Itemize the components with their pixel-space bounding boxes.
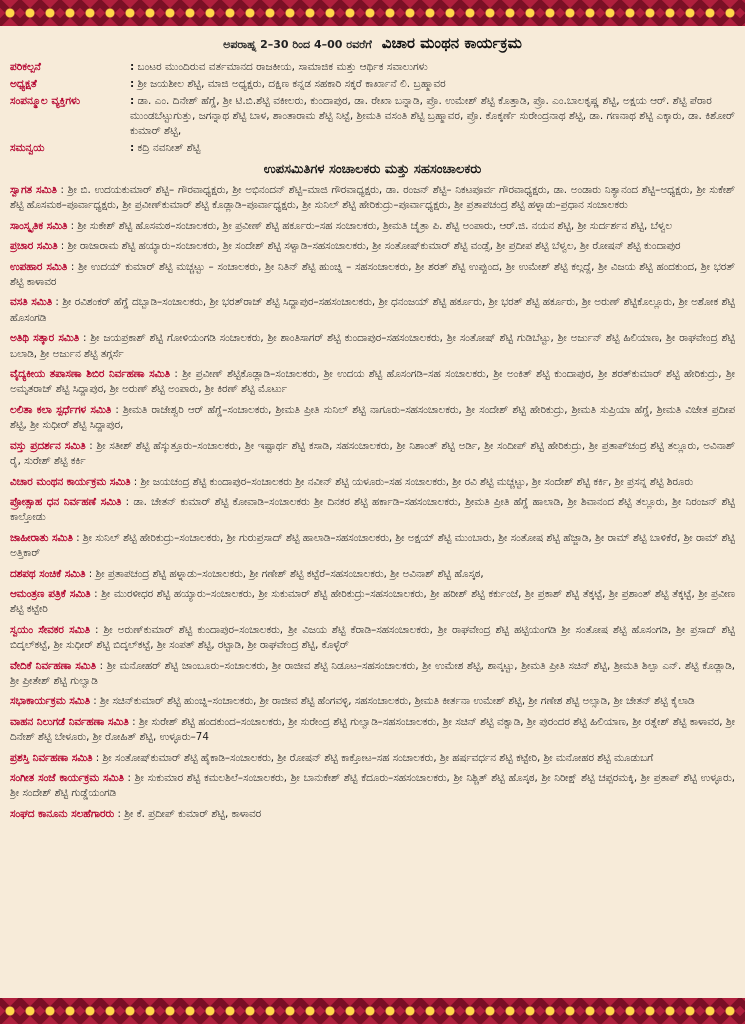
committee-separator: : bbox=[128, 715, 139, 728]
committee-separator: : bbox=[79, 332, 91, 345]
committee-name: ಜಾಹೀರಾತು ಸಮಿತಿ bbox=[10, 531, 73, 544]
committee-separator: : bbox=[111, 403, 123, 416]
bottom-decorative-border bbox=[0, 998, 745, 1024]
committee-list bbox=[10, 183, 735, 822]
committee-entry bbox=[10, 531, 735, 562]
committee-separator: : bbox=[72, 531, 83, 544]
committee-entry bbox=[10, 239, 735, 254]
committee-members: ಶ್ರೀ ಸುಕೇಶ್ ಶೆಟ್ಟಿ ಹೊಸಮಠ–ಸಂಚಾಲಕರು, ಶ್ರೀ ಪ್ರವೀಣ್ ಶೆಟ್ಟಿ ಹರ್ಕೂರು–ಸಹ ಸಂಚಾಲಕರು, ಶ್ರೀಮತಿ ಚೈತ್ರಾ ಪಿ. ಶೆಟ್ಟಿ ಅಂಪಾರು, ಆರ್.ಜಿ. ನಯನ ಶೆಟ್ಟಿ, ಶ್ರೀ ಸುರ್ದರ್ಶನ ಶೆಟ್ಟಿ, ಬೆಳ್ವಲ bbox=[77, 219, 673, 232]
committees-heading: ಉಪಸಮಿತಿಗಳ ಸಂಚಾಲಕರು ಮತ್ತು ಸಹಸಂಚಾಲಕರು bbox=[263, 162, 482, 177]
committee-name: ಲಲಿತಾ ಕಲಾ ಸ್ಪರ್ಧೆಗಳ ಸಮಿತಿ bbox=[10, 403, 112, 416]
program-header bbox=[10, 34, 735, 52]
detail-text: ಬಂಟರ ಮುಂದಿರುವ ವರ್ತಮಾನದ ರಾಜಕೀಯ, ಸಾಮಾಜಿಕ ಮತ್ತು ಆರ್ಥಿಕ ಸವಾಲುಗಳು bbox=[137, 61, 428, 73]
detail-value bbox=[130, 60, 735, 75]
detail-row bbox=[10, 141, 735, 156]
detail-value bbox=[130, 77, 735, 92]
committee-members: ಶ್ರೀ ಸತೀಶ್ ಶೆಟ್ಟಿ ಹೆಸ್ಕುತ್ತೂರು–ಸಂಚಾಲಕರು, ಶ್ರೀ ಇಷ್ಟಾರ್ಥ ಶೆಟ್ಟಿ ಕಸಾಡಿ, ಸಹಸಂಚಾಲಕರು, ಶ್ರೀ ನಿಶಾಂತ್ ಶೆಟ್ಟಿ ಅರ್ಡಿ, ಶ್ರೀ ಸಂದೀಪ್ ಶೆಟ್ಟಿ ಹೇರಿಕುದ್ರು, ಶ್ರೀ ಪ್ರತಾಪ್‌ಚಂದ್ರ ಶೆಟ್ಟಿ ತಲ್ಲೂರು, ಅವಿನಾಶ್ ರೈ, ಸುರೇಶ್ ಶೆಟ್ಟಿ ಕರ್ಕಿ bbox=[10, 439, 735, 468]
committee-members: ಶ್ರೀ ರಾಜಾರಾಮ ಶೆಟ್ಟಿ ಹಯ್ಯಾರು–ಸಂಚಾಲಕರು, ಶ್ರೀ ಸಂದೇಶ್ ಶೆಟ್ಟಿ ಸಳ್ವಾಡಿ–ಸಹಸಂಚಾಲಕರು, ಶ್ರೀ ಸಂತೋಷ್‌ಕುಮಾರ್ ಶೆಟ್ಟಿ ವಂಡ್ಸೆ, ಶ್ರೀ ಪ್ರದೀಪ ಶೆಟ್ಟಿ ಬೆಳ್ವಲ, ಶ್ರೀ ರೋಷನ್ ಶೆಟ್ಟಿ ಕುಂದಾಪುರ bbox=[67, 240, 681, 253]
committee-entry bbox=[10, 403, 735, 434]
committee-members: ಶ್ರೀ ಜಯಪ್ರಕಾಶ್ ಶೆಟ್ಟಿ ಗೋಳಿಯಂಗಡಿ ಸಂಚಾಲಕರು, ಶ್ರೀ ಶಾಂತಿಸಾಗರ್ ಶೆಟ್ಟಿ ಕುಂದಾಪುರ–ಸಹಸಂಚಾಲಕರು, ಶ್ರೀ ಸಂತೋಷ್ ಶೆಟ್ಟಿ ಗುಡಿಬೆಟ್ಟು, ಶ್ರೀ ಅರ್ಜುನ್ ಶೆಟ್ಟಿ ಹಿಲಿಯಾಣ, ಶ್ರೀ ರಾಘವೇಂದ್ರ ಶೆಟ್ಟಿ ಬಲಾಡಿ, ಶ್ರೀ ಅರ್ಜುನ ಶೆಟ್ಟಿ ತಗ್ಗರ್ಸೆ bbox=[10, 332, 735, 360]
committee-separator: : bbox=[92, 751, 103, 764]
program-time: ಅಪರಾಹ್ನ 2–30 ರಿಂದ 4–00 ರವರೆಗೆ bbox=[223, 38, 372, 51]
committee-separator: : bbox=[90, 587, 102, 600]
committee-name: ಪ್ರೋತ್ಸಾಹ ಧನ ನಿರ್ವಹಣೆ ಸಮಿತಿ bbox=[10, 495, 122, 508]
committee-members: ಶ್ರೀ ಮುರಳೀಧರ ಶೆಟ್ಟಿ ಹಯ್ಯಾರು–ಸಂಚಾಲಕರು, ಶ್ರೀ ಸುಕುಮಾರ್ ಶೆಟ್ಟಿ ಹೇರಿಕುದ್ರು–ಸಹಸಂಚಾಲಕರು, ಶ್ರೀ ಹರೀಶ್ ಶೆಟ್ಟಿ ಕರ್ಕುಂಜೆ, ಶ್ರೀ ಪ್ರಕಾಶ್ ಶೆಟ್ಟಿ ತೆಕ್ಕಟ್ಟೆ, ಶ್ರೀ ಪ್ರಶಾಂತ್ ಶೆಟ್ಟಿ ತೆಕ್ಕಟ್ಟೆ, ಶ್ರೀ ಪ್ರವೀಣ ಶೆಟ್ಟಿ ಕಟ್ಟೇರಿ bbox=[10, 587, 735, 616]
committee-entry bbox=[10, 260, 735, 291]
committee-entry bbox=[10, 623, 735, 654]
committee-name: ವಸತಿ ಸಮಿತಿ bbox=[10, 296, 53, 309]
committee-entry bbox=[10, 807, 735, 822]
committee-members: ಶ್ರೀ ಕೆ. ಪ್ರದೀಪ್ ಕುಮಾರ್ ಶೆಟ್ಟಿ, ಕಾಳಾವರ bbox=[124, 807, 262, 820]
committee-members: ಶ್ರೀ ಜಯಚಂದ್ರ ಶೆಟ್ಟಿ ಕುಂದಾಪುರ–ಸಂಚಾಲಕರು ಶ್ರೀ ನವೀನ್ ಶೆಟ್ಟಿ ಯಳೂರು–ಸಹ ಸಂಚಾಲಕರು, ಶ್ರೀ ರವಿ ಶೆಟ್ಟಿ ಮಚ್ಚಟ್ಟು, ಶ್ರೀ ಸಂದೇಶ್ ಶೆಟ್ಟಿ ಕರ್ಕಿ, ಶ್ರೀ ಪ್ರಸನ್ನ ಶೆಟ್ಟಿ ಶಿರೂರು bbox=[140, 475, 694, 488]
committee-entry bbox=[10, 495, 735, 526]
program-title: ವಿಚಾರ ಮಂಥನ ಕಾರ್ಯಕ್ರಮ bbox=[381, 34, 522, 52]
committee-name: ಸಾಂಸ್ಕೃತಿಕ ಸಮಿತಿ bbox=[10, 219, 68, 232]
committee-name: ಪ್ರಶಸ್ತಿ ನಿರ್ವಹಣಾ ಸಮಿತಿ bbox=[10, 751, 93, 764]
committee-members: ಡಾ. ಚೇತನ್ ಕುಮಾರ್ ಶೆಟ್ಟಿ ಕೋವಾಡಿ–ಸಂಚಾಲಕರು ಶ್ರೀ ದಿನಕರ ಶೆಟ್ಟಿ ಹರ್ಕಾಡಿ–ಸಹಸಂಚಾಲಕರು, ಶ್ರೀಮತಿ ಪ್ರೀತಿ ಹೆಗ್ಡೆ ಹಾಲಾಡಿ, ಶ್ರೀ ಶಿವಾನಂದ ಶೆಟ್ಟಿ ತಲ್ಲೂರು, ಶ್ರೀ ನಿರಂಜನ್ ಶೆಟ್ಟಿ ಕಾಲ್ತೋಡು bbox=[10, 495, 735, 524]
committee-separator: : bbox=[114, 807, 125, 820]
committee-separator: : bbox=[85, 439, 97, 452]
committee-members: ಶ್ರೀ ಉದಯ್ ಕುಮಾರ್ ಶೆಟ್ಟಿ ಮಚ್ಚಟ್ಟು – ಸಂಚಾಲಕರು, ಶ್ರೀ ನಿತಿನ್ ಶೆಟ್ಟಿ ಹುಂಚ್ನಿ – ಸಹಸಂಚಾಲಕರು, ಶ್ರೀ ಶರತ್ ಶೆಟ್ಟಿ ಉಪ್ಪುಂದ, ಶ್ರೀ ಉಮೇಶ್ ಶೆಟ್ಟಿ ಕಲ್ಗದ್ದೆ, ಶ್ರೀ ವಿಜಯ ಶೆಟ್ಟಿ ಹಂದಕುಂದ, ಶ್ರೀ ಭರತ್ ಶೆಟ್ಟಿ ಕಾಳಾವರ bbox=[10, 260, 735, 289]
committee-separator: : bbox=[89, 695, 100, 708]
detail-separator: : bbox=[130, 78, 135, 90]
committee-name: ವಸ್ತು ಪ್ರದರ್ಶನ ಸಮಿತಿ bbox=[10, 439, 86, 452]
detail-label: ಸಮನ್ವಯ bbox=[10, 142, 45, 154]
committee-entry bbox=[10, 475, 735, 490]
committee-name: ಸ್ವಯಂ ಸೇವಕರ ಸಮಿತಿ bbox=[10, 623, 90, 636]
committee-entry bbox=[10, 694, 735, 709]
committee-name: ಆಮಂತ್ರಣ ಪತ್ರಿಕೆ ಸಮಿತಿ bbox=[10, 587, 91, 600]
committee-members: ಶ್ರೀ ಪ್ರವೀಣ್ ಶೆಟ್ಟಿಕೊಡ್ಲಾಡಿ–ಸಂಚಾಲಕರು, ಶ್ರೀ ಉದಯ ಶೆಟ್ಟಿ ಹೊಸಂಗಡಿ–ಸಹ ಸಂಚಾಲಕರು, ಶ್ರೀ ಅಂಕಿತ್ ಶೆಟ್ಟಿ ಕುಂದಾಪುರ, ಶ್ರೀ ಶರತ್‌ಕುಮಾರ್ ಶೆಟ್ಟಿ ಹೇರಿಕುದ್ರು, ಶ್ರೀ ಅಮೃತರಾಜ್ ಶೆಟ್ಟಿ ಸಿದ್ದಾಪುರ, ಶ್ರೀ ಅರುಣ್ ಶೆಟ್ಟಿ ಅಂಪಾರು, ಶ್ರೀ ಕಿರಣ್ ಶೆಟ್ಟಿ ಮೊರ್ಟು bbox=[10, 368, 735, 396]
committee-name: ಸಂಗೀತ ಸಂಜೆ ಕಾರ್ಯಕ್ರಮ ಸಮಿತಿ bbox=[10, 772, 124, 784]
committee-members: ಶ್ರೀ ಅರುಣ್‌ಕುಮಾರ್ ಶೆಟ್ಟಿ ಕುಂದಾಪುರ–ಸಂಚಾಲಕರು, ಶ್ರೀ ವಿಜಯ ಶೆಟ್ಟಿ ಕೆರಾಡಿ–ಸಹಸಂಚಾಲಕರು, ಶ್ರೀ ರಾಘವೇಂದ್ರ ಶೆಟ್ಟಿ ಹಟ್ಟಿಯಂಗಡಿ ಶ್ರೀ ಸಂತೋಷ ಶೆಟ್ಟಿ ಹೊಸಂಗಡಿ, ಶ್ರೀ ಪ್ರಸಾದ್ ಶೆಟ್ಟಿ ಬಿದ್ಕಲ್‌ಕಟ್ಟೆ, ಶ್ರೀ ಸುಧೀರ್ ಶೆಟ್ಟಿ ಬಿದ್ಕಲ್‌ಕಟ್ಟೆ, ಶ್ರೀ ಸಂಪತ್ ಶೆಟ್ಟಿ, ರಟ್ಟಾಡಿ, ಶ್ರೀ ರಾಘವೇಂದ್ರ ಶೆಟ್ಟಿ, ಕೊಳ್ಳೆರ್ bbox=[10, 623, 735, 652]
top-decorative-border bbox=[0, 0, 745, 26]
detail-label: ಪರಿಕಲ್ಪನೆ bbox=[10, 61, 41, 73]
committee-name: ಪ್ರಚಾರ ಸಮಿತಿ bbox=[10, 240, 58, 253]
committee-entry bbox=[10, 295, 735, 326]
committee-name: ದಶಪಥ ಸಂಚಿಕೆ ಸಮಿತಿ bbox=[10, 567, 86, 580]
committee-separator: : bbox=[56, 184, 68, 196]
committee-members: ಶ್ರೀಮತಿ ರಾಜೇಶ್ವರಿ ಆರ್ ಹೆಗ್ಡೆ–ಸಂಚಾಲಕರು, ಶ್ರೀಮತಿ ಪ್ರೀತಿ ಸುನಿಲ್ ಶೆಟ್ಟಿ ನಾಗೂರು–ಸಹಸಂಚಾಲಕರು, ಶ್ರೀ ಸಂದೇಶ್ ಶೆಟ್ಟಿ ಹೇರಿಕುದ್ರು, ಶ್ರೀಮತಿ ಸುಪ್ರಿಯಾ ಹೆಗ್ಡೆ, ಶ್ರೀಮತಿ ವಿಜೇತ ಪ್ರದೀಪ ಶೆಟ್ಟಿ, ಶ್ರೀ ಸುಧೀರ್ ಶೆಟ್ಟಿ ಸಿದ್ದಾಪುರ, bbox=[10, 403, 735, 432]
committee-members: ಶ್ರೀ ಮನೋಹರ್ ಶೆಟ್ಟಿ ಜಾಂಬೂರು–ಸಂಚಾಲಕರು, ಶ್ರೀ ರಾಜೀವ ಶೆಟ್ಟಿ ನಿಡೂಟ–ಸಹಸಂಚಾಲಕರು, ಶ್ರೀ ಉಮೇಶ ಶೆಟ್ಟಿ, ಶಾನ್ಕಟ್ಟು, ಶ್ರೀಮತಿ ಪ್ರೀತಿ ಸಚಿನ್ ಶೆಟ್ಟಿ, ಶ್ರೀಮತಿ ಶಿಲ್ಪಾ ಎನ್. ಶೆಟ್ಟಿ ಕೊಡ್ಲಾಡಿ, ಶ್ರೀ ಪ್ರೀತೇಶ್ ಶೆಟ್ಟಿ ಗುಲ್ವಾಡಿ bbox=[10, 659, 735, 687]
detail-value bbox=[130, 94, 735, 139]
committee-separator: : bbox=[67, 219, 78, 232]
committee-name: ಸಭಾಕಾರ್ಯಕ್ರಮ ಸಮಿತಿ bbox=[10, 695, 90, 708]
detail-separator: : bbox=[130, 61, 135, 73]
detail-row bbox=[10, 60, 735, 75]
committee-entry bbox=[10, 439, 735, 470]
committee-entry bbox=[10, 715, 735, 746]
committee-members: ಶ್ರೀ ರವಿಶಂಕರ್ ಹೆಗ್ಡೆ ದಬ್ಬಾಡಿ–ಸಂಚಾಲಕರು, ಶ್ರೀ ಭರತ್‌ರಾಜ್ ಶೆಟ್ಟಿ ಸಿದ್ದಾಪುರ–ಸಹಸಂಚಾಲಕರು, ಶ್ರೀ ಧನಂಜಯ್ ಶೆಟ್ಟಿ ಹರ್ಕೂರು, ಶ್ರೀ ಭರತ್ ಶೆಟ್ಟಿ ಹರ್ಕೂರು, ಶ್ರೀ ಅರುಣ್ ಶೆಟ್ಟಿಕೊಲ್ಲೂರು, ಶ್ರೀ ಅಶೋಕ ಶೆಟ್ಟಿ ಹೊಸಂಗಡಿ bbox=[10, 296, 735, 324]
committee-name: ವಾಹನ ನಿಲುಗಡೆ ನಿರ್ವಹಣಾ ಸಮಿತಿ bbox=[10, 715, 129, 728]
committee-separator: : bbox=[52, 296, 63, 309]
committee-name: ವಿಚಾರ ಮಂಥನ ಕಾರ್ಯಕ್ರಮ ಸಮಿತಿ bbox=[10, 475, 131, 488]
committee-members: ಶ್ರೀ ಸಂತೋಷ್‌ಕುಮಾರ್ ಶೆಟ್ಟಿ ಹೈಕಾಡಿ–ಸಂಚಾಲಕರು, ಶ್ರೀ ರೋಷನ್ ಶೆಟ್ಟಿ ಕಾಕ್ತೋಟ–ಸಹ ಸಂಚಾಲಕರು, ಶ್ರೀ ಹರ್ಷವರ್ಧನ ಶೆಟ್ಟಿ ಕಟ್ಟೇರಿ, ಶ್ರೀ ಮನೋಹರ ಶೆಟ್ಟಿ ಮೂಡುಬಗೆ bbox=[102, 751, 654, 764]
committee-entry bbox=[10, 183, 735, 214]
committee-name: ಸ್ವಾಗತ ಸಮಿತಿ bbox=[10, 184, 57, 196]
committee-name: ವೇದಿಕೆ ನಿರ್ವಹಣಾ ಸಮಿತಿ bbox=[10, 659, 96, 672]
committee-entry bbox=[10, 659, 735, 690]
committee-entry bbox=[10, 331, 735, 362]
detail-label: ಸಂಪನ್ಮೂಲ ವ್ಯಕ್ತಿಗಳು bbox=[10, 95, 81, 107]
committee-separator: : bbox=[89, 623, 104, 636]
committee-entry bbox=[10, 219, 735, 234]
committee-name: ಉಪಹಾರ ಸಮಿತಿ bbox=[10, 260, 68, 273]
detail-separator: : bbox=[130, 142, 135, 154]
detail-value bbox=[130, 141, 735, 156]
committee-separator: : bbox=[95, 659, 107, 672]
committee-name: ಅತಿಥಿ ಸತ್ಕಾರ ಸಮಿತಿ bbox=[10, 332, 80, 345]
committee-members: ಶ್ರೀ ಸಚಿನ್‌ಕುಮಾರ್ ಶೆಟ್ಟಿ ಹುಂಚ್ನಿ–ಸಂಚಾಲಕರು, ಶ್ರೀ ರಾಜೀವ ಶೆಟ್ಟಿ ಹೆಂಗವಳ್ಳಿ, ಸಹಸಂಚಾಲಕರು, ಶ್ರೀಮತಿ ಕೀರ್ತನಾ ಉಮೇಶ್ ಶೆಟ್ಟಿ, ಶ್ರೀ ಗಣೇಶ ಶೆಟ್ಟಿ ಅಲ್ಸಾಡಿ, ಶ್ರೀ ಚೇತನ್ ಶೆಟ್ಟಿ ಕೈಲಾಡಿ bbox=[100, 695, 695, 708]
program-details bbox=[10, 60, 735, 156]
committee-entry bbox=[10, 567, 735, 582]
detail-label: ಅಧ್ಯಕ್ಷತೆ bbox=[10, 78, 37, 90]
committee-members: ಶ್ರೀ ಸುಕುಮಾರ ಶೆಟ್ಟಿ ಕಮಲಶಿಲೆ–ಸಂಚಾಲಕರು, ಶ್ರೀ ಬಾನುಕೇಶ್ ಶೆಟ್ಟಿ ಕೆದೂರು–ಸಹಸಂಚಾಲಕರು, ಶ್ರೀ ನಿಶ್ಚಿತ್ ಶೆಟ್ಟಿ ಹೊಸ್ಕಠ, ಶ್ರೀ ನಿರೀಕ್ಷ್ ಶೆಟ್ಟಿ ಚಪ್ಪರಮಕ್ಕಿ, ಶ್ರೀ ಪ್ರತಾಪ್ ಶೆಟ್ಟಿ ಉಳ್ಳೂರು, ಶ್ರೀ ಸಂದೇಶ್ ಶೆಟ್ಟಿ ಗುಡ್ಡೆಯಂಗಡಿ bbox=[10, 772, 735, 800]
detail-text: ಕದ್ರಿ ನವನೀತ್ ಶೆಟ್ಟಿ bbox=[137, 142, 201, 154]
committee-members: ಶ್ರೀ ಸುರೇಶ್ ಶೆಟ್ಟಿ ಹಂದಕುಂದ–ಸಂಚಾಲಕರು, ಶ್ರೀ ಸುರೇಂದ್ರ ಶೆಟ್ಟಿ ಗುಲ್ವಾಡಿ–ಸಹಸಂಚಾಲಕರು, ಶ್ರೀ ಸಚಿನ್ ಶೆಟ್ಟಿ ವಕ್ವಾಡಿ, ಶ್ರೀ ಪುರಂದರ ಶೆಟ್ಟಿ ಹಿಲಿಯಾಣ, ಶ್ರೀ ರತ್ನೇಶ್ ಶೆಟ್ಟಿ ಕಾಳಾವರ, ಶ್ರೀ ದಿನೇಶ್ ಶೆಟ್ಟಿ ಬೇಳೂರು, ಶ್ರೀ ರೋಹಿತ್ ಶೆಟ್ಟಿ, ಉಳ್ಳೂರು–74 bbox=[10, 715, 735, 744]
committee-separator: : bbox=[123, 772, 135, 784]
committee-members: ಶ್ರೀ ಸುನಿಲ್ ಶೆಟ್ಟಿ ಹೇರಿಕುದ್ರು–ಸಂಚಾಲಕರು, ಶ್ರೀ ಗುರುಪ್ರಸಾದ್ ಶೆಟ್ಟಿ ಹಾಲಾಡಿ–ಸಹಸಂಚಾಲಕರು, ಶ್ರೀ ಅಕ್ಷಯ್ ಶೆಟ್ಟಿ ಮುಂಬಾರು, ಶ್ರೀ ಸಂತೋಷ ಶೆಟ್ಟಿ ಹೆಜ್ಜಾಡಿ, ಶ್ರೀ ರಾಮ್ ಶೆಟ್ಟಿ ಬಾಳಿಕೆರೆ, ಶ್ರೀ ರಾಮ್ ಶೆಟ್ಟಿ ಅತ್ತಿಕಾರ್ bbox=[10, 531, 735, 560]
committee-entry bbox=[10, 771, 735, 802]
committee-name: ವೈದ್ಯಕೀಯ ತಪಾಸಣಾ ಶಿಬಿರ ನಿರ್ವಹಣಾ ಸಮಿತಿ bbox=[10, 368, 170, 381]
committee-separator: : bbox=[169, 368, 183, 381]
committee-separator: : bbox=[57, 240, 68, 253]
committee-name: ಸಂಘದ ಕಾನೂನು ಸಲಹೆಗಾರರು bbox=[10, 807, 115, 820]
committee-members: ಶ್ರೀ ಬಿ. ಉದಯಕುಮಾರ್ ಶೆಟ್ಟಿ– ಗೌರವಾಧ್ಯಕ್ಷರು, ಶ್ರೀ ಅಭಿನಂದನ್ ಶೆಟ್ಟಿ–ಮಾಜಿ ಗೌರವಾಧ್ಯಕ್ಷರು, ಡಾ. ರಂಜನ್ ಶೆಟ್ಟಿ– ನಿಕಟಪೂರ್ವ ಗೌರವಾಧ್ಯಕ್ಷರು, ಡಾ. ಅಂಡಾರು ನಿತ್ಯಾನಂದ ಶೆಟ್ಟಿ–ಅಧ್ಯಕ್ಷರು, ಶ್ರೀ ಸುಕೇಶ್ ಶೆಟ್ಟಿ ಹೊಸಮಠ–ಪೂರ್ವಾಧ್ಯಕ್ಷರು, ಶ್ರೀ ಪ್ರವೀಣ್‌ಕುಮಾರ್ ಶೆಟ್ಟಿ ಕೊಡ್ಲಾಡಿ–ಪೂರ್ವಾಧ್ಯಕ್ಷರು, ಶ್ರೀ ಸುನಿಲ್ ಶೆಟ್ಟಿ ಹೇರಿಕುದ್ರು–ಪೂರ್ವಾಧ್ಯಕ್ಷರು, ಶ್ರೀ ಪ್ರತಾಪಚಂದ್ರ ಶೆಟ್ಟಿ ಹಳ್ನಾಡು–ಪ್ರಧಾನ ಸಂಚಾಲಕರು bbox=[10, 184, 735, 212]
committee-separator: : bbox=[67, 260, 79, 273]
committee-entry bbox=[10, 751, 735, 766]
detail-separator: : bbox=[130, 95, 135, 107]
page-content bbox=[10, 30, 735, 994]
detail-text: ಶ್ರೀ ಜಯಶೀಲ ಶೆಟ್ಟಿ, ಮಾಜಿ ಅಧ್ಯಕ್ಷರು, ದಕ್ಷಿಣ ಕನ್ನಡ ಸಹಕಾರಿ ಸಕ್ಕರೆ ಕಾರ್ಖಾನೆ ಲಿ. ಬ್ರಹ್ಮಾವರ bbox=[137, 78, 446, 90]
committee-separator: : bbox=[121, 495, 134, 508]
committee-entry bbox=[10, 367, 735, 398]
committee-members: ಶ್ರೀ ಪ್ರತಾಪಚಂದ್ರ ಶೆಟ್ಟಿ ಹಳ್ನಾಡು–ಸಂಚಾಲಕರು, ಶ್ರೀ ಗಣೇಶ್ ಶೆಟ್ಟಿ ಕಟ್ಟೆರೆ–ಸಹಸಂಚಾಲಕರು, ಶ್ರೀ ಅವಿನಾಶ್ ಶೆಟ್ಟಿ ಹೊಸ್ಕಠ, bbox=[95, 567, 484, 580]
detail-text: ಡಾ. ಎಂ. ದಿನೇಶ್ ಹೆಗ್ಡೆ, ಶ್ರೀ ಟಿ.ಬಿ.ಶೆಟ್ಟಿ ವಕೀಲರು, ಕುಂದಾಪುರ, ಡಾ. ರೇಖಾ ಬನ್ನಾಡಿ, ಪ್ರೊ. ಉಮೇಶ್ ಶೆಟ್ಟಿ ಕೊತ್ತಾಡಿ, ಪ್ರೊ. ಎಂ.ಬಾಲಕೃಷ್ಣ ಶೆಟ್ಟಿ, ಅಕ್ಷಯ ಆರ್. ಶೆಟ್ಟಿ ಪೆರಾರ ಮುಂಡಬೆಟ್ಟುಗುತ್ತು, ಜಗನ್ನಾಥ ಶೆಟ್ಟಿ ಬಾಳ, ಶಾಂತಾರಾಮ ಶೆಟ್ಟಿ ನಿಟ್ಟೆ, ಶ್ರೀಮತಿ ವಸಂತಿ ಶೆಟ್ಟಿ ಬ್ರಹ್ಮಾವರ, ಪ್ರೊ. ಕೊಕ್ಕರ್ಣೆ ಸುರೇಂದ್ರನಾಥ ಶೆಟ್ಟಿ, ಡಾ. ಗಣನಾಥ ಶೆಟ್ಟಿ ಎಕ್ಕಾರು, ಡಾ. ಕಿಶೋರ್ ಕುಮಾರ್ ಶೆಟ್ಟಿ, bbox=[130, 95, 735, 137]
committee-entry bbox=[10, 587, 735, 618]
committee-separator: : bbox=[85, 567, 96, 580]
detail-row bbox=[10, 77, 735, 92]
detail-row bbox=[10, 94, 735, 139]
committee-separator: : bbox=[130, 475, 141, 488]
